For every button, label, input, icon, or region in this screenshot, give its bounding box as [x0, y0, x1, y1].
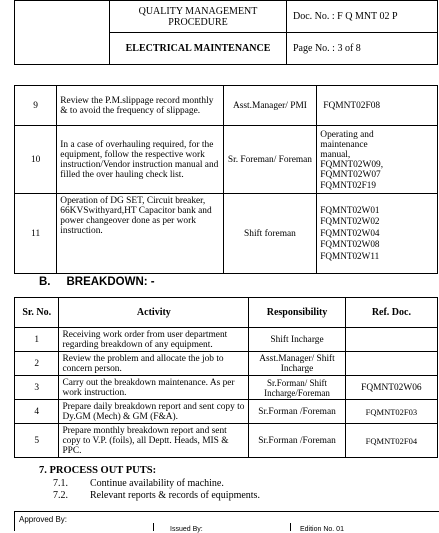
ref-doc: FQMNT02F03 [345, 400, 437, 424]
list-item [53, 478, 224, 489]
row-number: 11 [15, 194, 57, 274]
table-row [15, 376, 438, 400]
ref-line: FQMNT02W08 [320, 239, 380, 250]
ref-line: FQMNT02W07 [320, 169, 381, 180]
ref-line: FQMNT02F19 [320, 179, 376, 190]
section-heading: B. BREAKDOWN: - [39, 276, 155, 288]
activity-text: Prepare monthly breakdown report and sent copy to V.P. (foils), all Deptt. Heads, MIS & PPC. [59, 424, 249, 458]
responsibility-text: Asst.Manager/ Shift Incharge [249, 352, 346, 376]
procedure-title [110, 1, 287, 33]
outputs-heading: 7. PROCESS OUT PUTS: [39, 465, 157, 476]
row-number: 10 [15, 126, 57, 194]
ref-doc [345, 352, 437, 376]
col-header-no: Sr. No. [15, 298, 59, 328]
ref-doc [345, 328, 437, 352]
ref-line: maintenance [320, 139, 368, 150]
approval-footer [14, 511, 439, 531]
ref-line: FQMNT02W04 [320, 227, 380, 238]
table-row [15, 328, 438, 352]
row-number: 2 [15, 352, 59, 376]
row-number: 9 [15, 86, 57, 126]
responsibility-text: Shift foreman [223, 194, 317, 274]
ref-doc [317, 194, 438, 274]
responsibility-text: Shift Incharge [249, 328, 346, 352]
row-number: 5 [15, 424, 59, 458]
ref-doc: FQMNT02W06 [345, 376, 437, 400]
approved-by-label: Approved By: [19, 515, 68, 524]
ref-line: manual, [320, 149, 351, 160]
list-item [53, 490, 260, 501]
item-text: Continue availability of machine. [90, 478, 224, 489]
item-number: 7.2. [53, 490, 68, 501]
breakdown-table [14, 297, 438, 458]
edition-label: Edition No. 01 [300, 526, 344, 533]
table-row [15, 126, 438, 194]
responsibility-text: Sr.Forman/ Shift Incharge/Foreman [249, 376, 346, 400]
ref-doc: FQMNT02F04 [345, 424, 437, 458]
ref-doc [317, 126, 438, 194]
row-number: 3 [15, 376, 59, 400]
item-number: 7.1. [53, 478, 68, 489]
row-number: 1 [15, 328, 59, 352]
activity-text: Review the P.M.slippage record monthly & to avoid the frequency of slippage. [57, 86, 223, 126]
procedure-title-line1: QUALITY MANAGEMENT [138, 5, 258, 17]
activity-text: Receiving work order from user department regarding breakdown of any equipment. [59, 328, 249, 352]
responsibility-text: Sr.Forman /Foreman [249, 424, 346, 458]
document-header [14, 0, 438, 65]
item-text: Relevant reports & records of equipments. [90, 490, 260, 501]
table-row [15, 352, 438, 376]
procedure-title-line2: PROCEDURE [168, 16, 228, 28]
table-row [15, 86, 438, 126]
header-logo-cell [15, 1, 110, 65]
issued-by-label: Issued By: [170, 526, 203, 533]
activity-text: Carry out the breakdown maintenance. As per work instruction. [59, 376, 249, 400]
col-header-responsibility: Responsibility [249, 298, 346, 328]
ref-line: FQMNT02W11 [320, 250, 380, 261]
ref-line: FQMNT02W09, [320, 159, 384, 170]
page-number: Page No. : 3 of 8 [287, 33, 438, 65]
col-header-ref: Ref. Doc. [345, 298, 437, 328]
table-header-row [15, 298, 438, 328]
table-row [15, 400, 438, 424]
responsibility-text: Sr.Forman /Foreman [249, 400, 346, 424]
ref-line: FQMNT02W02 [320, 216, 380, 227]
doc-number: Doc. No. : F Q MNT 02 P [287, 1, 438, 33]
table-row [15, 424, 438, 458]
activity-text: Review the problem and allocate the job to concern person. [59, 352, 249, 376]
ref-doc: FQMNT02F08 [317, 86, 438, 126]
ref-line: Operating and [320, 129, 374, 140]
table-row [15, 194, 438, 274]
subject-title: ELECTRICAL MAINTENANCE [110, 33, 287, 65]
activity-table [14, 85, 438, 274]
activity-text: Operation of DG SET, Circuit breaker, 66KVSwithyard,HT Capacitor bank and power changeover done as per work instruction. [57, 194, 223, 274]
activity-text: In a case of overhauling required, for the equipment, follow the respective work instruction/Vendor instruction manual and filled the over hauling check list. [57, 126, 223, 194]
responsibility-text: Sr. Foreman/ Foreman [223, 126, 317, 194]
ref-line: FQMNT02W01 [320, 204, 380, 215]
responsibility-text: Asst.Manager/ PMI [223, 86, 317, 126]
activity-text: Prepare daily breakdown report and sent copy to Dy.GM (Mech) & GM (F&A). [59, 400, 249, 424]
col-header-activity: Activity [59, 298, 249, 328]
row-number: 4 [15, 400, 59, 424]
